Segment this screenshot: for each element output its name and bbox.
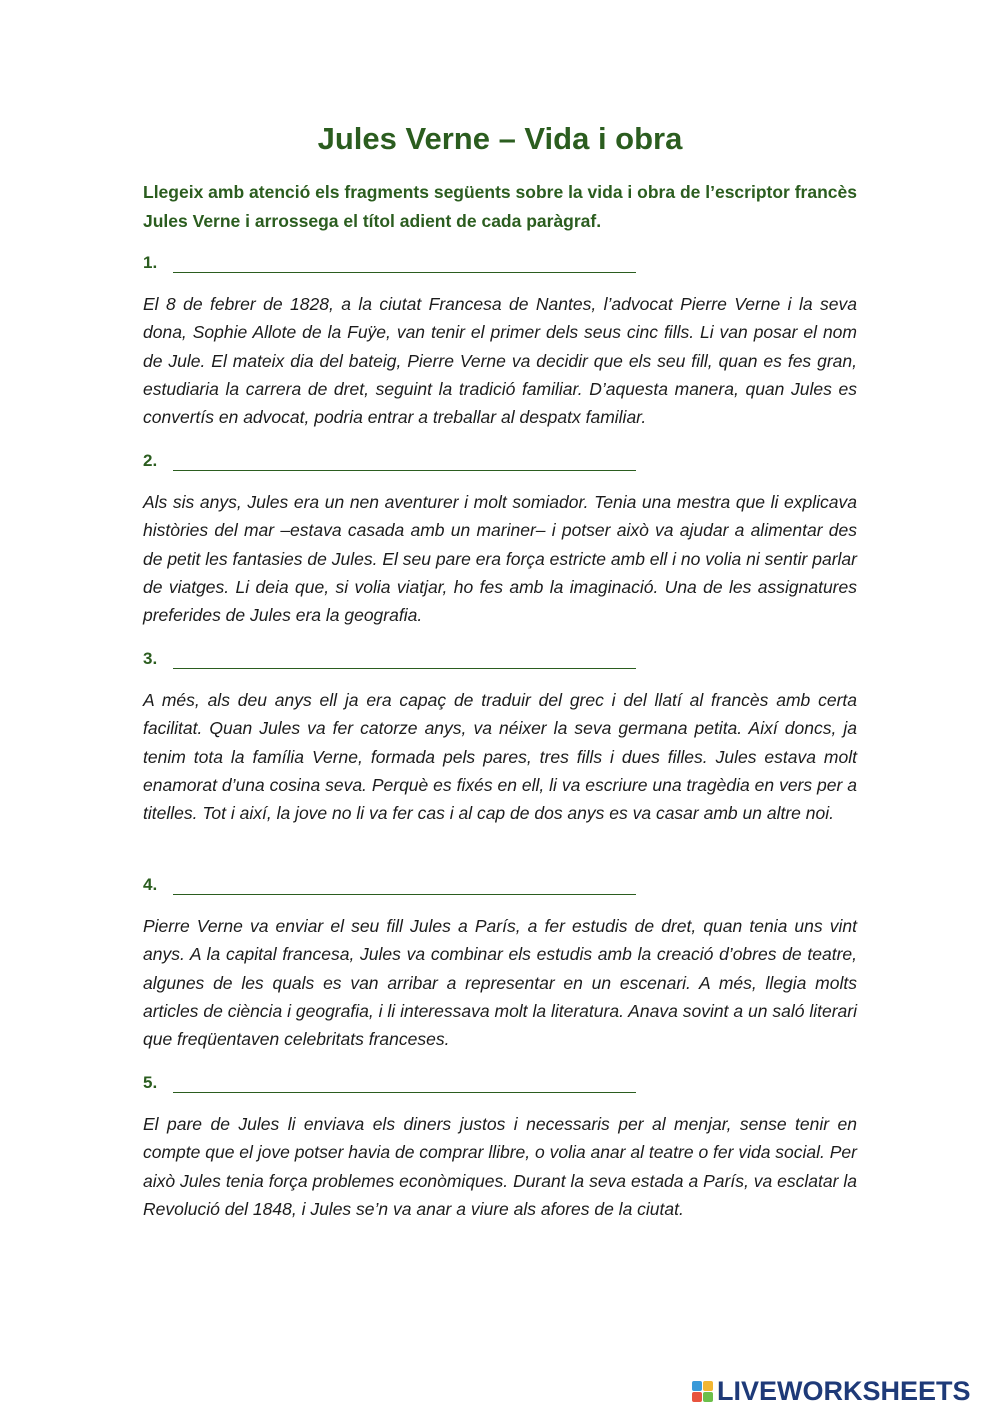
logo-square-icon	[703, 1392, 713, 1402]
page-title: Jules Verne – Vida i obra	[317, 121, 683, 156]
liveworksheets-logo	[692, 1374, 971, 1408]
section-number: 5.	[143, 1073, 158, 1092]
section-heading-1	[143, 251, 637, 277]
title-drop-slot-3[interactable]	[173, 647, 636, 669]
logo-text: LIVEWORKSHEETS	[717, 1376, 971, 1406]
section-number: 4.	[143, 875, 158, 894]
paragraph-1: El 8 de febrer de 1828, a la ciutat Francesa de Nantes, l’advocat Pierre Verne i la seva dona, Sophie Allote de la Fuÿe, van tenir el primer dels seus cinc fills. Li van posar el nom de Jule. El mateix dia del bateig, Pierre Verne va decidir que els seu fill, quan es fes gran, estudiaria la carrera de dret, seguint la tradició familiar. D’aquesta manera, quan Jules es convertís en advocat, podria entrar a treballar al despatx familiar.	[143, 294, 857, 428]
title-drop-slot-5[interactable]	[173, 1071, 636, 1093]
section-heading-2	[143, 449, 637, 475]
paragraph-2: Als sis anys, Jules era un nen aventurer i molt somiador. Tenia una mestra que li explicava històries del mar –estava casada amb un mariner– i potser això va ajudar a alimentar des de petit les fantasies de Jules. El seu pare era força estricte amb ell i no volia ni sentir parlar de viatges. Li deia que, si volia viatjar, ho fes amb la imaginació. Una de les assignatures preferides de Jules era la geografia.	[143, 492, 857, 626]
logo-square-icon	[692, 1392, 702, 1402]
section-heading-5	[143, 1071, 637, 1097]
paragraph-3: A més, als deu anys ell ja era capaç de traduir del grec i del llatí al francès amb certa facilitat. Quan Jules va fer catorze anys, va néixer la seva germana petita. Així doncs, ja tenim tota la família Verne, formada pels pares, tres fills i dues filles. Jules estava molt enamorat d’una cosina seva. Perquè es fixés en ell, li va escriure una tragèdia en vers per a titelles. Tot i així, la jove no li va fer cas i al cap de dos anys es va casar amb un altre noi.	[143, 690, 857, 824]
logo-square-icon	[703, 1381, 713, 1391]
title-drop-slot-4[interactable]	[173, 873, 636, 895]
title-drop-slot-1[interactable]	[173, 251, 636, 273]
liveworksheets-logo-icon	[692, 1381, 713, 1402]
section-heading-3	[143, 647, 637, 673]
paragraph-5: El pare de Jules li enviava els diners justos i necessaris per al menjar, sense tenir en compte que el jove potser havia de comprar llibre, o volia anar al teatre o fer vida social. Per això Jules tenia força problemes econòmiques. Durant la seva estada a París, va esclatar la Revolució del 1848, i Jules se’n va anar a viure als afores de la ciutat.	[143, 1114, 857, 1219]
section-number: 1.	[143, 253, 158, 272]
instructions: Llegeix amb atenció els fragments següents sobre la vida i obra de l’escriptor francès Jules Verne i arrossega el títol adient de cada paràgraf.	[143, 182, 857, 231]
section-number: 3.	[143, 649, 158, 668]
title-drop-slot-2[interactable]	[173, 449, 636, 471]
logo-square-icon	[692, 1381, 702, 1391]
section-heading-4	[143, 873, 637, 899]
section-number: 2.	[143, 451, 158, 470]
paragraph-4: Pierre Verne va enviar el seu fill Jules a París, a fer estudis de dret, quan tenia uns vint anys. A la capital francesa, Jules va combinar els estudis amb la creació d’obres de teatre, algunes de les quals es van arribar a representar en un escenari. A més, llegia molts articles de ciència i geografia, i li interessava molt la literatura. Anava sovint a un saló literari que freqüentaven celebritats franceses.	[143, 916, 857, 1050]
